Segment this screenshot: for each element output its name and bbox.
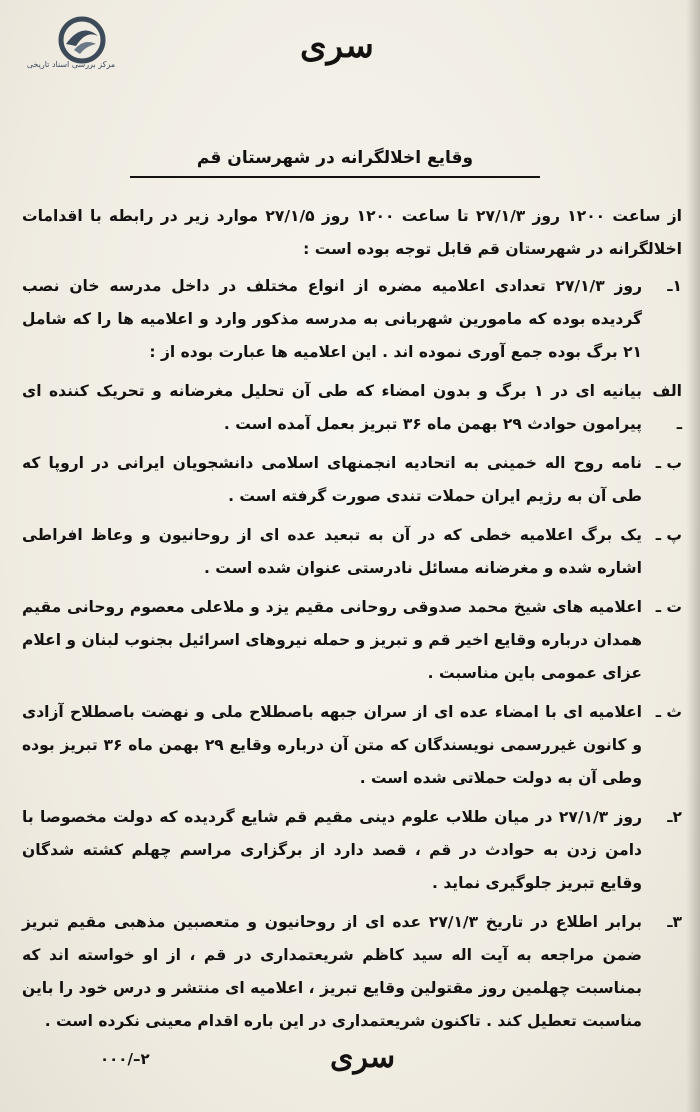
subitem-marker: ب ـ [655, 454, 682, 472]
intro-paragraph: از ساعت ۱۲۰۰ روز ۲۷/۱/۳ تا ساعت ۱۲۰۰ روز ۲۷/۱/۵ موارد زیر در رابطه با اقدامات اخلالگرانه در شهرستان قم قابل توجه بوده است : [22, 207, 682, 258]
item-text: روز ۲۷/۱/۳ تعدادی اعلامیه مضره از انواع مختلف در داخل مدرسه خان نصب گردیده بوده که مامورین شهربانی به مدرسه مذکور وارد و اعلامیه ها را که شامل ۲۱ برگ بوده جمع آوری نموده اند . این اعلامیه ها عبارت بوده از : [22, 277, 642, 361]
report-item-1 [22, 270, 682, 369]
report-subitem-pe [22, 519, 682, 585]
page-number: ۰۰۰/–۲ [100, 1050, 150, 1068]
subitem-text: اعلامیه ای با امضاء عده ای از سران جبهه باصطلاح ملی و نهضت باصطلاح آزادی و کانون غیررسمی نویسندگان که متن آن درباره وقایع ۲۹ بهمن ماه ۳۶ تبریز بوده وطی آن به دولت حملاتی شده است . [22, 703, 642, 787]
report-subitem-se [22, 696, 682, 795]
subitem-text: اعلامیه های شیخ محمد صدوقی روحانی مقیم یزد و ملاعلی معصوم روحانی مقیم همدان درباره وقایع اخیر قم و تبریز و حمله نیروهای اسرائیل بجنوب لبنان و اعلام عزای عمومی باین مناسبت . [22, 598, 642, 682]
subitem-marker: ت ـ [655, 598, 682, 616]
report-item-2 [22, 801, 682, 900]
report-subitem-te [22, 591, 682, 690]
subitem-text: بیانیه ای در ۱ برگ و بدون امضاء که طی آن تحلیل مغرضانه و تحریک کننده ای پیرامون حوادث ۲۹ بهمن ماه ۳۶ تبریز بعمل آمده است . [22, 382, 642, 433]
item-text: برابر اطلاع در تاریخ ۲۷/۱/۳ عده ای از روحانیون و متعصبین مذهبی مقیم تبریز ضمن مراجعه به آیت اله سید کاظم شریعتمداری در قم ، از او خواسته اند که بمناسبت چهلمین روز مقتولین وقایع تبریز ، اعلامیه ای منتشر و درس خود را باین مناسبت تعطیل کند . تاکنون شریعتمداری در این باره اقدام معینی نکرده است . [22, 913, 642, 1030]
subitem-marker: پ ـ [655, 526, 682, 544]
report-subitem-alef [22, 375, 682, 441]
report-subitem-be [22, 447, 682, 513]
item-marker: ۱ـ [667, 277, 682, 295]
archive-logo-text: مرکز بررسی اسناد تاریخی [26, 60, 116, 69]
report-item-3 [22, 906, 682, 1038]
title-underline [130, 176, 540, 178]
subitem-marker: الف ـ [652, 382, 682, 433]
document-body [22, 200, 682, 1044]
subitem-text: نامه روح اله خمینی به اتحادیه انجمنهای اسلامی دانشجویان ایرانی در اروپا که طی آن به رژیم ایران حملات تندی صورت گرفته است . [22, 454, 642, 505]
document-title: وقایع اخلالگرانه در شهرستان قم [196, 148, 474, 168]
item-text: روز ۲۷/۱/۳ در میان طلاب علوم دینی مقیم قم شایع گردیده که دولت مخصوصا با دامن زدن به حوادث در قم ، قصد دارد از برگزاری مراسم چهلم کشته شدگان وقایع تبریز جلوگیری نماید . [22, 808, 642, 892]
scan-edge-shadow [686, 0, 700, 1112]
classification-stamp-top: سری [300, 26, 374, 66]
item-marker: ۲ـ [667, 808, 682, 826]
classification-stamp-bottom: سری [330, 1040, 396, 1075]
subitem-marker: ث ـ [655, 703, 682, 721]
archive-logo [16, 16, 126, 76]
archive-emblem-icon [56, 16, 108, 64]
subitem-text: یک برگ اعلامیه خطی که در آن به تبعید عده ای از روحانیون و وعاظ افراطی اشاره شده و مغرضانه مسائل نادرستی عنوان شده است . [22, 526, 642, 577]
item-marker: ۳ـ [667, 913, 682, 931]
